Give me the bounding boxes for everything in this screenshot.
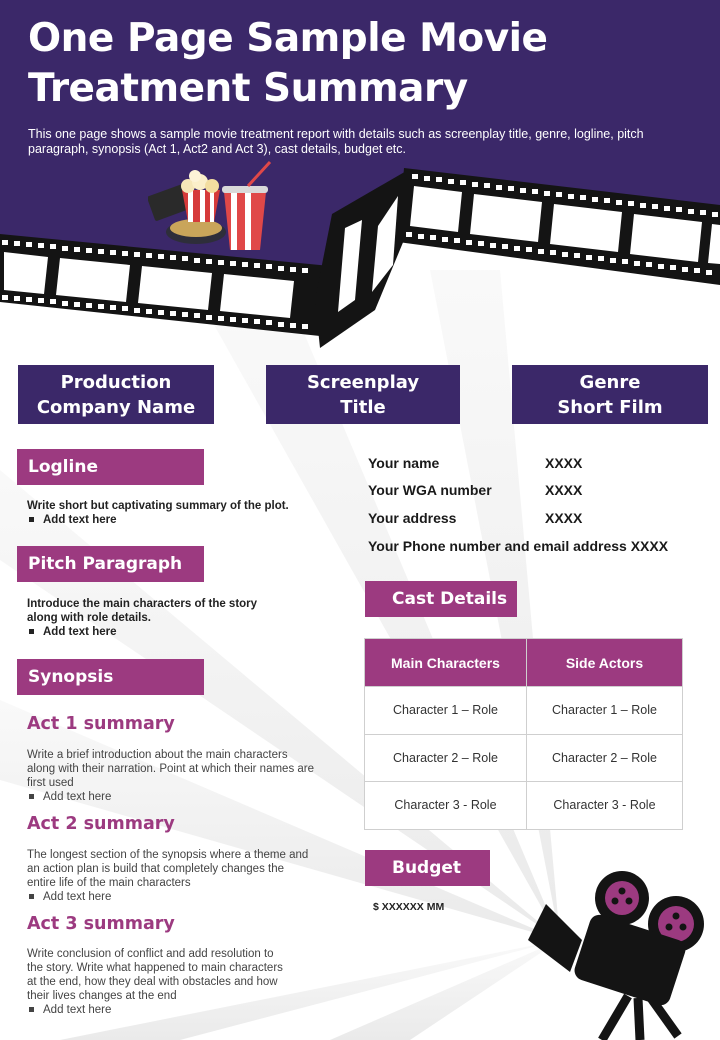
contact-wga-label: Your WGA number bbox=[368, 482, 492, 498]
pitch-content bbox=[27, 597, 257, 639]
act1-body: Write a brief introduction about the main characters along with their narration. Point at which their names are first used Add text here bbox=[27, 749, 315, 803]
popcorn-soda-icon bbox=[148, 160, 278, 255]
screenplay-title-box bbox=[266, 365, 460, 424]
act1-title: Act 1 summary bbox=[27, 714, 175, 734]
logline-lead: Write short but captivating summary of the plot. bbox=[27, 500, 289, 512]
film-projector-icon bbox=[510, 868, 715, 1040]
budget-heading: Budget bbox=[365, 850, 490, 886]
table-row bbox=[365, 734, 683, 782]
cast-table bbox=[364, 638, 683, 830]
act3-title: Act 3 summary bbox=[27, 914, 175, 934]
screenplay-title-line2: Title bbox=[340, 396, 386, 418]
contact-wga-value: XXXX bbox=[545, 482, 583, 498]
genre-line2: Short Film bbox=[557, 396, 663, 418]
cast-cell: Character 3 - Role bbox=[365, 782, 527, 830]
production-company-line1: Production bbox=[60, 371, 172, 393]
genre-line1: Genre bbox=[579, 371, 641, 393]
act2-body: The longest section of the synopsis where a theme and an action plan is build that completely changes the entire life of the main characters Add text here bbox=[27, 849, 309, 903]
screenplay-title-line1: Screenplay bbox=[306, 371, 420, 393]
production-company-box bbox=[18, 365, 214, 424]
pitch-lead-2: along with role details. bbox=[27, 612, 151, 624]
pitch-bullet: Add text here bbox=[27, 625, 257, 639]
act2-title: Act 2 summary bbox=[27, 814, 175, 834]
cast-col-side: Side Actors bbox=[526, 639, 682, 687]
cast-cell: Character 1 – Role bbox=[365, 687, 527, 735]
budget-value: $ XXXXXX MM bbox=[373, 901, 445, 913]
cast-heading: Cast Details bbox=[365, 581, 517, 617]
act3-body: Write conclusion of conflict and add resolution to the story. Write what happened to main characters at the end, how they deal with obstacles and how their lives changes at the end Add text here bbox=[27, 948, 283, 1016]
page-title: One Page Sample Movie Treatment Summary bbox=[28, 16, 548, 111]
genre-box bbox=[512, 365, 708, 424]
logline-bullet: Add text here bbox=[27, 513, 289, 527]
cast-cell: Character 2 – Role bbox=[365, 734, 527, 782]
contact-address-label: Your address bbox=[368, 510, 457, 526]
table-row bbox=[365, 687, 683, 735]
cast-cell: Character 1 – Role bbox=[526, 687, 682, 735]
contact-name-value: XXXX bbox=[545, 455, 583, 471]
logline-content bbox=[27, 499, 289, 527]
production-company-line2: Company Name bbox=[36, 396, 196, 418]
table-row bbox=[365, 782, 683, 830]
contact-address-value: XXXX bbox=[545, 510, 583, 526]
contact-name-label: Your name bbox=[368, 455, 440, 471]
pitch-lead-1: Introduce the main characters of the story bbox=[27, 598, 258, 610]
pitch-heading: Pitch Paragraph bbox=[17, 546, 204, 582]
synopsis-heading: Synopsis bbox=[17, 659, 204, 695]
contact-phone-email: Your Phone number and email address XXXX bbox=[368, 538, 669, 554]
cast-col-main: Main Characters bbox=[365, 639, 527, 687]
logline-heading: Logline bbox=[17, 449, 204, 485]
intro-paragraph: This one page shows a sample movie treatment report with details such as screenplay title, genre, logline, pitch paragraph, synopsis (Act 1, Act2 and Act 3), cast details, budget etc. bbox=[28, 127, 644, 156]
cast-cell: Character 3 - Role bbox=[526, 782, 682, 830]
cast-cell: Character 2 – Role bbox=[526, 734, 682, 782]
